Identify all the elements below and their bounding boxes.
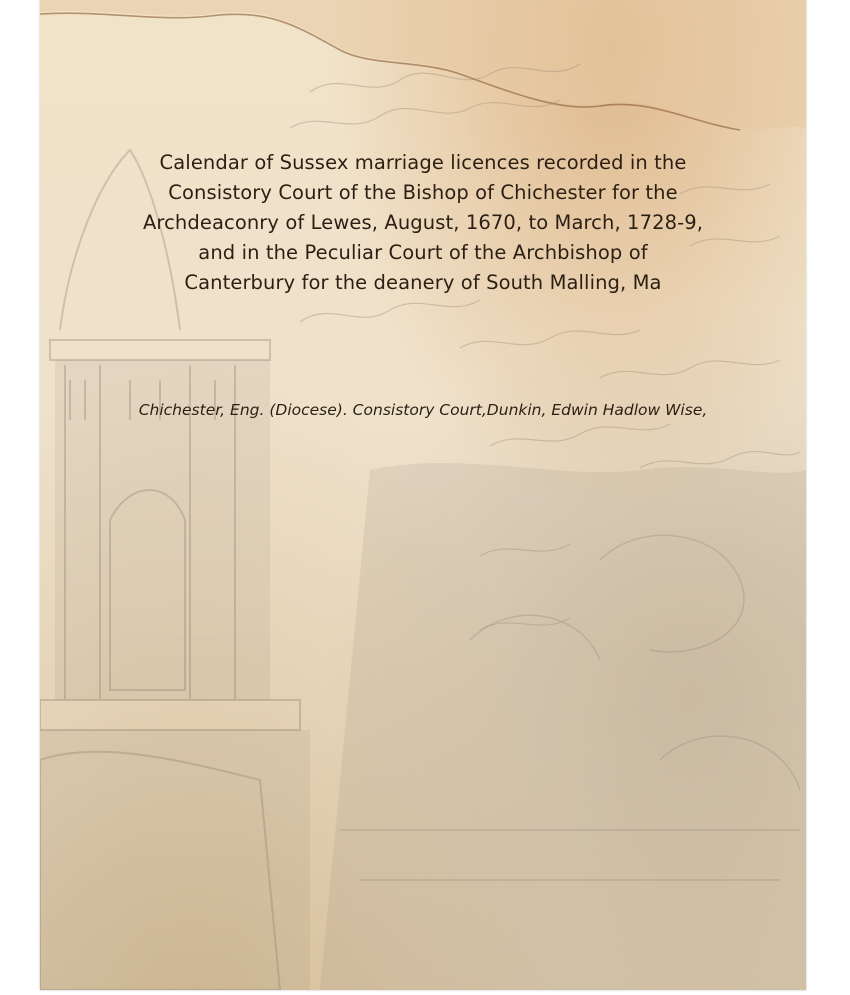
book-title: Calendar of Sussex marriage licences recorded in the Consistory Court of the Bishop of Chichester for the Archdeaconry of Lewes, August, 1670, to March, 1728-9, and in the Peculiar Court of the Archbishop of Canterbury for the deanery of South Malling, Ma (142, 151, 704, 294)
stonework-shading (40, 360, 310, 990)
book-author: Chichester, Eng. (Diocese). Consistory Court,Dunkin, Edwin Hadlow Wise, (138, 401, 708, 419)
landscape-illustration (320, 463, 806, 990)
book-cover (40, 0, 806, 990)
